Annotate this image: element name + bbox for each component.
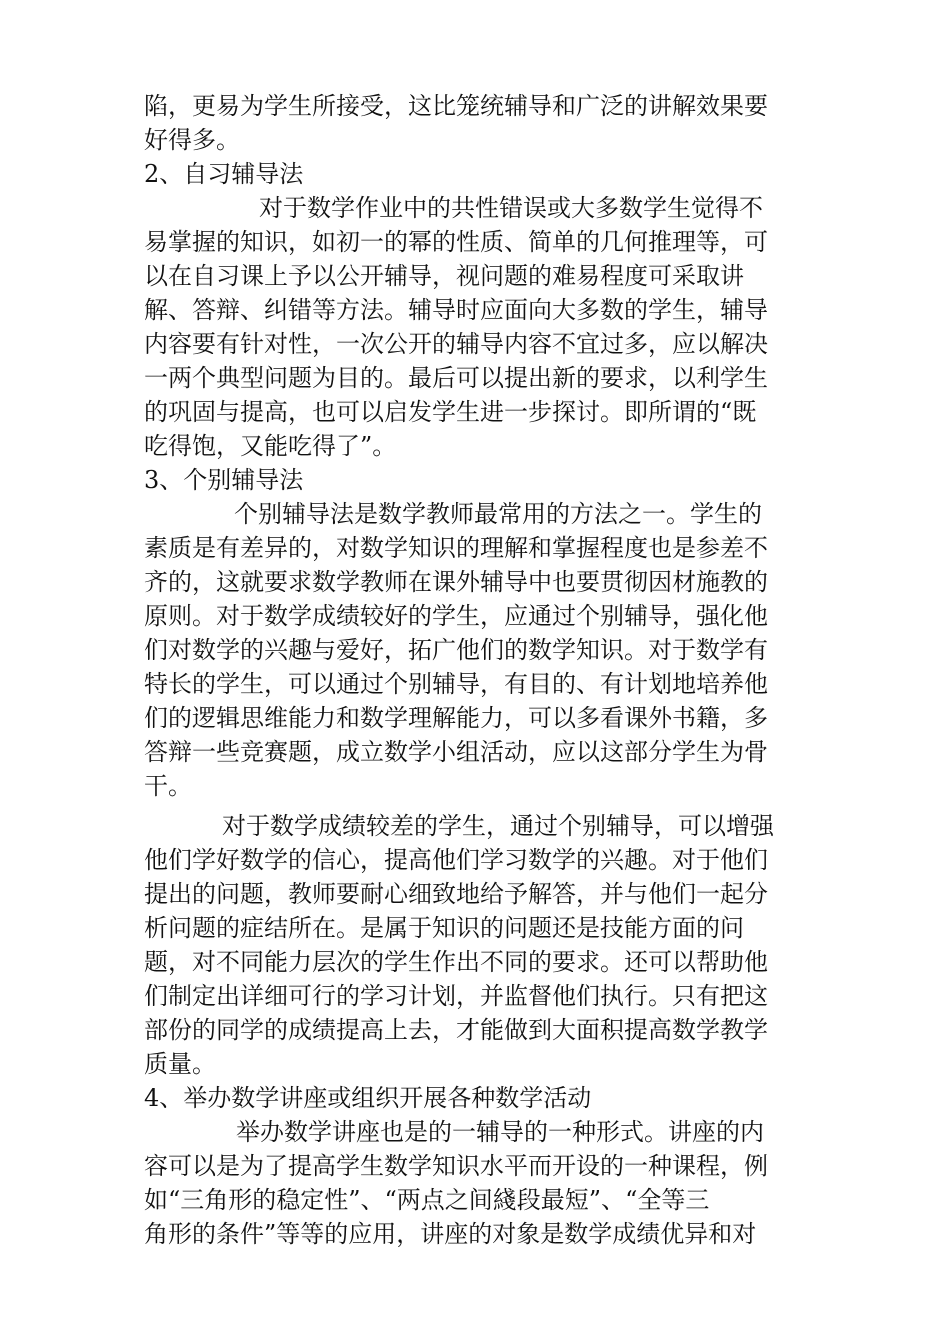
text-line: 如“三角形的稳定性”、“两点之间綫段最短”、“全等三 — [144, 1186, 710, 1214]
text-line: 析问题的症结所在。是属于知识的问题还是技能方面的问 — [144, 914, 744, 942]
text-line: 齐的，这就要求数学教师在课外辅导中也要贯彻因材施教的 — [144, 568, 768, 596]
text-line: 质量。 — [144, 1050, 216, 1078]
text-line: 他们学好数学的信心，提高他们学习数学的兴趣。对于他们 — [144, 846, 768, 874]
text-line: 一两个典型问题为目的。最后可以提出新的要求，以利学生 — [144, 364, 768, 392]
paragraph-weak-students — [144, 809, 809, 1081]
text-line: 陷，更易为学生所接受，这比笼统辅导和广泛的讲解效果要 — [144, 92, 768, 120]
text-line: 内容要有针对性，一次公开的辅导内容不宜过多，应以解决 — [144, 330, 768, 358]
text-line: 提出的问题，教师要耐心细致地给予解答，并与他们一起分 — [144, 880, 768, 908]
text-line: 特长的学生，可以通过个别辅导，有目的、有计划地培养他 — [144, 670, 768, 698]
text-line: 们的逻辑思维能力和数学理解能力，可以多看课外书籍，多 — [144, 704, 768, 732]
section-heading-lectures: 4、举办数学讲座或组织开展各种数学活动 — [144, 1084, 592, 1112]
text-line: 的巩固与提高，也可以启发学生进一步探讨。即所谓的“既 — [144, 398, 757, 426]
paragraph-continuation — [144, 89, 809, 157]
text-line: 好得多。 — [144, 126, 240, 154]
paragraph-self-study — [144, 191, 809, 463]
paragraph-individual — [144, 497, 809, 803]
text-line: 个别辅导法是数学教师最常用的方法之一。学生的 — [234, 500, 762, 528]
text-line: 原则。对于数学成绩较好的学生，应通过个别辅导，强化他 — [144, 602, 768, 630]
text-line: 们制定出详细可行的学习计划，并监督他们执行。只有把这 — [144, 982, 768, 1010]
text-line: 们对数学的兴趣与爱好，拓广他们的数学知识。对于数学有 — [144, 636, 768, 664]
text-line: 题，对不同能力层次的学生作出不同的要求。还可以帮助他 — [144, 948, 768, 976]
section-heading-individual: 3、个别辅导法 — [144, 466, 304, 494]
section-heading-self-study: 2、自习辅导法 — [144, 160, 304, 188]
text-line: 角形的条件”等等的应用，讲座的对象是数学成绩优异和对 — [144, 1220, 757, 1248]
text-line: 容可以是为了提高学生数学知识水平而开设的一种课程，例 — [144, 1152, 768, 1180]
text-line: 对于数学成绩较差的学生，通过个别辅导，可以增强 — [222, 812, 774, 840]
text-line: 部份的同学的成绩提高上去，才能做到大面积提高数学教学 — [144, 1016, 768, 1044]
text-line: 素质是有差异的，对数学知识的理解和掌握程度也是参差不 — [144, 534, 768, 562]
text-line: 干。 — [144, 772, 192, 800]
text-line: 答辩一些竞赛题，成立数学小组活动，应以这部分学生为骨 — [144, 738, 768, 766]
text-line: 对于数学作业中的共性错误或大多数学生觉得不 — [259, 194, 763, 222]
text-line: 解、答辩、纠错等方法。辅导时应面向大多数的学生，辅导 — [144, 296, 768, 324]
text-line: 吃得饱，又能吃得了”。 — [144, 432, 397, 460]
text-line: 以在自习课上予以公开辅导，视问题的难易程度可采取讲 — [144, 262, 744, 290]
document-page — [144, 89, 809, 1251]
text-line: 举办数学讲座也是的一辅导的一种形式。讲座的内 — [236, 1118, 764, 1146]
paragraph-lectures — [144, 1115, 809, 1251]
text-line: 易掌握的知识，如初一的幂的性质、简单的几何推理等，可 — [144, 228, 768, 256]
